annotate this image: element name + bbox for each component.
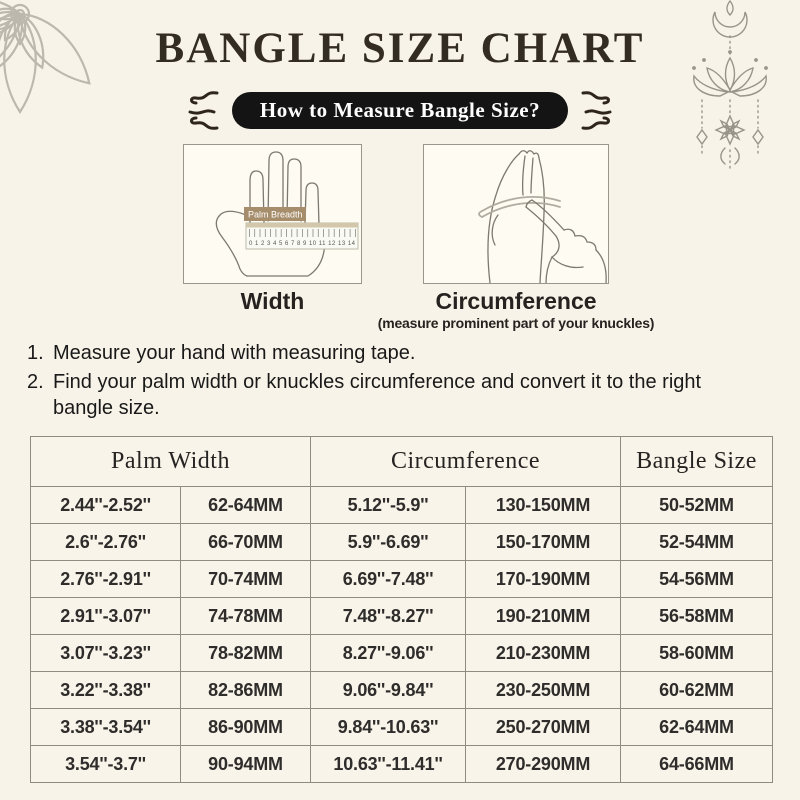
- table-cell: 130-150MM: [466, 487, 621, 524]
- how-to-measure-pill: How to Measure Bangle Size?: [232, 92, 568, 129]
- table-row: [31, 672, 773, 709]
- table-cell: 64-66MM: [621, 746, 773, 783]
- table-cell: 250-270MM: [466, 709, 621, 746]
- table-cell: 86-90MM: [181, 709, 311, 746]
- table-row: [31, 635, 773, 672]
- table-cell: 9.84''-10.63'': [311, 709, 466, 746]
- table-cell: 74-78MM: [181, 598, 311, 635]
- table-cell: 3.07''-3.23'': [31, 635, 181, 672]
- table-cell: 270-290MM: [466, 746, 621, 783]
- table-row: [31, 746, 773, 783]
- table-cell: 52-54MM: [621, 524, 773, 561]
- instruction-item: [27, 340, 747, 366]
- table-cell: 190-210MM: [466, 598, 621, 635]
- table-cell: 58-60MM: [621, 635, 773, 672]
- table-cell: 78-82MM: [181, 635, 311, 672]
- table-row: [31, 561, 773, 598]
- table-cell: 62-64MM: [621, 709, 773, 746]
- bangle-size-table: [30, 436, 773, 783]
- table-cell: 3.22''-3.38'': [31, 672, 181, 709]
- table-cell: 90-94MM: [181, 746, 311, 783]
- table-cell: 150-170MM: [466, 524, 621, 561]
- table-cell: 62-64MM: [181, 487, 311, 524]
- circumference-caption: Circumference: [435, 288, 597, 314]
- size-table-body: [31, 487, 773, 783]
- table-cell: 210-230MM: [466, 635, 621, 672]
- table-cell: 9.06''-9.84'': [311, 672, 466, 709]
- table-cell: 170-190MM: [466, 561, 621, 598]
- table-header-row: [31, 437, 773, 487]
- table-cell: 2.91''-3.07'': [31, 598, 181, 635]
- table-cell: 7.48''-8.27'': [311, 598, 466, 635]
- palm-width-hand-illustration: [184, 145, 361, 283]
- table-cell: 10.63''-11.41'': [311, 746, 466, 783]
- subtitle-row: [0, 88, 800, 132]
- instruction-text: Measure your hand with measuring tape.: [53, 342, 416, 364]
- swirl-ornament-right-icon: [580, 88, 618, 132]
- table-cell: 82-86MM: [181, 672, 311, 709]
- table-cell: 2.76''-2.91'': [31, 561, 181, 598]
- table-cell: 3.38''-3.54'': [31, 709, 181, 746]
- header-bangle-size: Bangle Size: [621, 437, 773, 487]
- table-cell: 70-74MM: [181, 561, 311, 598]
- ruler-label: Palm Breadth: [248, 209, 303, 220]
- width-illustration-box: [183, 144, 362, 284]
- table-cell: 230-250MM: [466, 672, 621, 709]
- table-cell: 66-70MM: [181, 524, 311, 561]
- table-row: [31, 524, 773, 561]
- table-cell: 50-52MM: [621, 487, 773, 524]
- page-title: BANGLE SIZE CHART: [155, 25, 645, 72]
- table-cell: 2.6''-2.76'': [31, 524, 181, 561]
- knuckle-circumference-hands-illustration: [424, 145, 608, 283]
- table-cell: 8.27''-9.06'': [311, 635, 466, 672]
- table-row: [31, 487, 773, 524]
- table-cell: 2.44''-2.52'': [31, 487, 181, 524]
- table-cell: 3.54''-3.7'': [31, 746, 181, 783]
- table-cell: 60-62MM: [621, 672, 773, 709]
- width-caption: Width: [240, 288, 305, 314]
- header-palm-width: Palm Width: [31, 437, 311, 487]
- instructions-list: [27, 340, 747, 424]
- swirl-ornament-left-icon: [182, 88, 220, 132]
- table-row: [31, 709, 773, 746]
- instruction-number: 2.: [27, 371, 44, 393]
- table-cell: 6.69''-7.48'': [311, 561, 466, 598]
- ruler-numbers: 0 1 2 3 4 5 6 7 8 9 10 11 12 13 14: [249, 241, 355, 247]
- table-cell: 5.9''-6.69'': [311, 524, 466, 561]
- table-cell: 5.12''-5.9'': [311, 487, 466, 524]
- table-cell: 54-56MM: [621, 561, 773, 598]
- table-row: [31, 598, 773, 635]
- circumference-illustration-box: [423, 144, 609, 284]
- table-cell: 56-58MM: [621, 598, 773, 635]
- circumference-note: (measure prominent part of your knuckles): [377, 315, 655, 331]
- header-circumference: Circumference: [311, 437, 621, 487]
- instruction-number: 1.: [27, 342, 44, 364]
- instruction-text: Find your palm width or knuckles circumference and convert it to the right bangle size.: [53, 371, 702, 419]
- instruction-item: [27, 369, 747, 421]
